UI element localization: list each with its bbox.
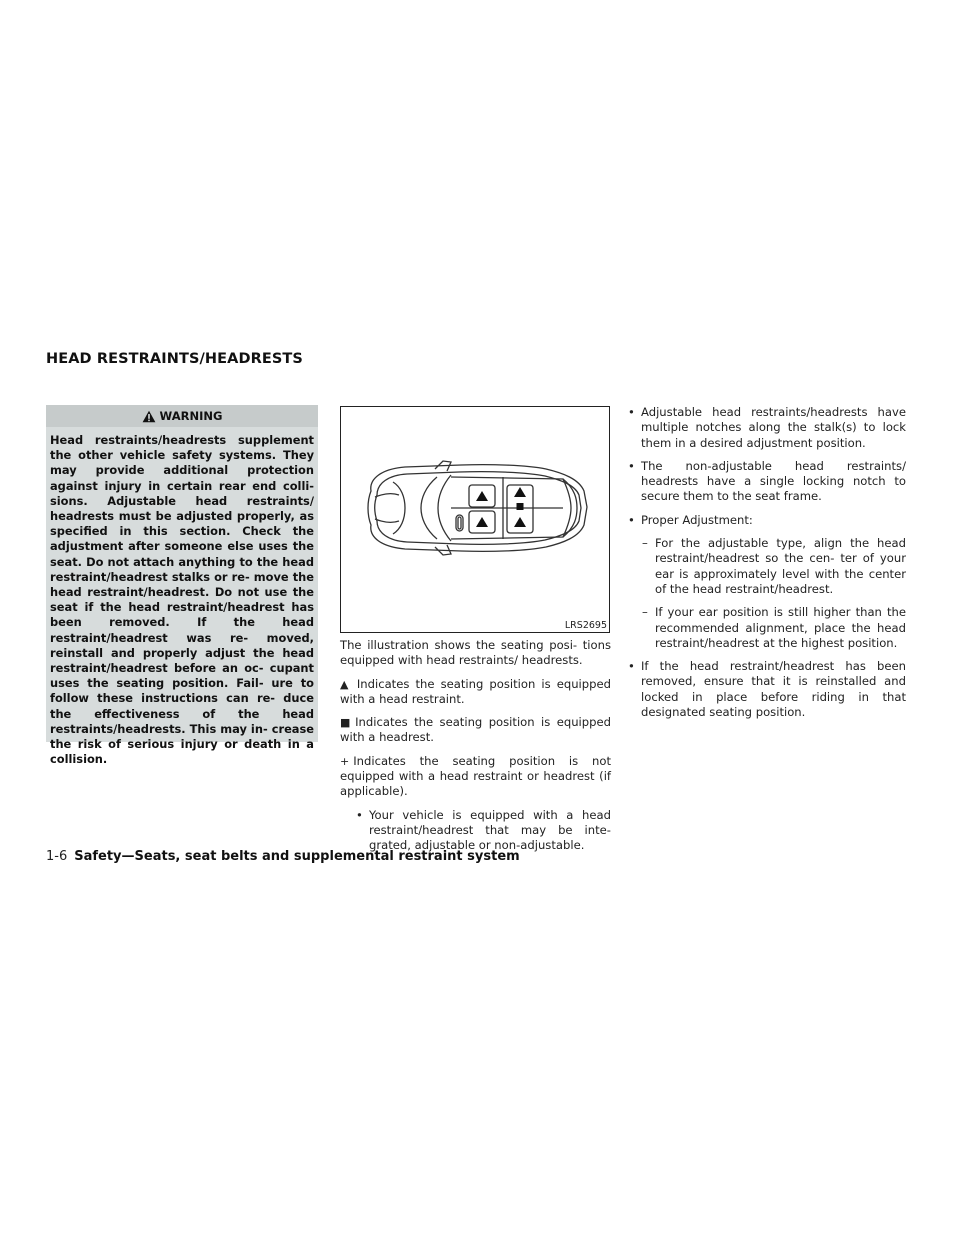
sub-list-item-text: If your ear position is still higher than the recommended alignment, place the head restraint/headrest at the highest position.	[655, 605, 906, 650]
column-3	[628, 405, 906, 728]
bullet-mark: •	[628, 659, 635, 674]
list-item	[628, 459, 906, 505]
plus-symbol: +	[340, 754, 350, 768]
list-item	[356, 808, 611, 854]
list-item-text: Proper Adjustment:	[641, 512, 753, 527]
warning-text: Head restraints/headrests supplement the other vehicle safety systems. They may provide additional protection against injury in certain rear end colli- sions. Adjustable head restraints/ headrests must be adjusted properly, as specified in this section. Check the adjustment after someone else uses the seat. Do not attach anything to the head restraint/headrest stalks or re- move the head restraint/headrest. Do not use the seat if the head restraint/headrest has been removed. If the head restraint/headrest was re- moved, reinstall and properly adjust the head restraint/headrest before an oc- cupant uses the seating position. Fail- ure to follow these instructions can re- duce the effectiveness of the head restraints/headrests. This may in- crease the risk of serious injury or death in a collision.	[50, 433, 314, 767]
list-item-text: Adjustable head restraints/headrests have multiple notches along the stalk(s) to lock them in a desired adjustment position.	[641, 405, 906, 450]
bullet-mark: •	[628, 405, 635, 419]
sub-list-item-text: For the adjustable type, align the head restraint/headrest so the cen- ter of your ear is approximately level with the center of the head restraint/headrest.	[655, 536, 906, 596]
bullet-mark: •	[628, 512, 635, 527]
triangle-symbol-rear-left	[514, 487, 526, 497]
triangle-symbol-rear-right	[514, 517, 526, 527]
square-legend-text: Indicates the seating position is equipped with a headrest.	[340, 715, 611, 745]
illustration-description: The illustration shows the seating posi- tions equipped with head restraints/ headrests.	[340, 638, 611, 668]
plus-legend	[340, 754, 611, 800]
triangle-symbol-front-left	[476, 491, 488, 501]
figure-label: LRS2695	[564, 620, 607, 631]
section-title: HEAD RESTRAINTS/HEADRESTS	[46, 351, 303, 367]
sub-list-item	[642, 605, 906, 651]
list-item-text: The non-adjustable head restraints/ headrests have a single locking notch to secure them to the seat frame.	[641, 458, 906, 504]
seating-diagram	[340, 406, 610, 633]
list-item-text: Your vehicle is equipped with a head restraint/headrest that may be inte- grated, adjustable or non-adjustable.	[369, 807, 611, 853]
triangle-symbol-front-right	[476, 517, 488, 527]
list-item	[628, 405, 906, 451]
square-legend	[340, 715, 611, 746]
list-item	[628, 513, 906, 528]
list-item-text: If the head restraint/headrest has been removed, ensure that it is reinstalled and locked in place before riding in that designated seating position.	[641, 659, 906, 720]
warning-heading: WARNING	[159, 409, 223, 423]
list-item	[628, 659, 906, 720]
square-symbol: ■	[340, 716, 354, 730]
column-2	[340, 638, 611, 862]
car-top-view-illustration	[341, 407, 609, 632]
sub-list-item	[642, 536, 906, 597]
page-number: 1-6	[46, 849, 68, 864]
dash-mark: –	[642, 605, 648, 620]
triangle-symbol: ▲	[340, 677, 351, 691]
triangle-legend	[340, 677, 611, 708]
warning-header	[46, 405, 318, 427]
dash-mark: –	[642, 536, 648, 551]
square-symbol-rear-center	[517, 503, 524, 510]
chapter-title: Safety—Seats, seat belts and supplemental restraint system	[74, 849, 520, 864]
triangle-legend-text: Indicates the seating position is equipped with a head restraint.	[340, 676, 611, 706]
warning-triangle-icon	[142, 410, 156, 423]
page-footer	[46, 849, 520, 864]
bullet-mark: •	[628, 458, 635, 473]
warning-box	[46, 405, 318, 767]
bullet-mark: •	[356, 807, 363, 822]
plus-legend-text: Indicates the seating position is not equipped with a head restraint or headrest (if applicable).	[340, 753, 611, 799]
